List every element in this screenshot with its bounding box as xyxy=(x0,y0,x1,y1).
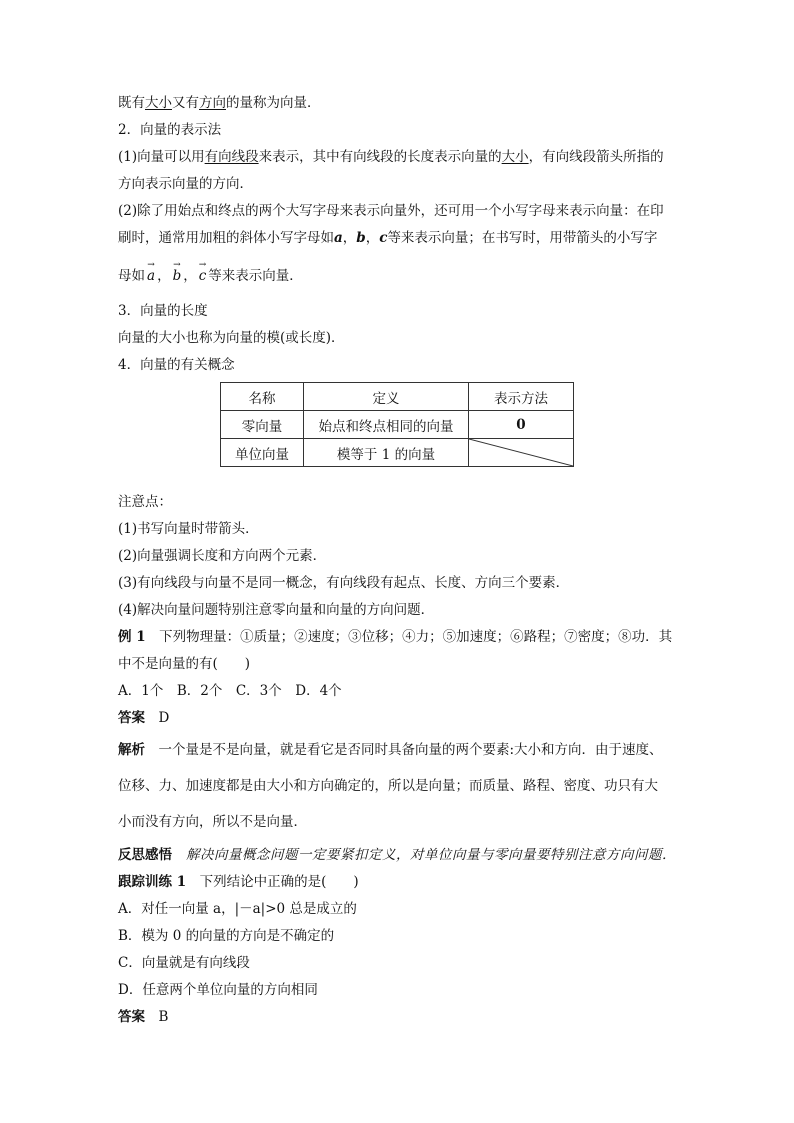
para-text: 等来表示向量；在书写时，用带箭头的小写字 xyxy=(387,230,658,246)
table-cell: 始点和终点相同的向量 xyxy=(304,411,469,439)
analysis-text: 一个量是不是向量，就是看它是否同时具备向量的两个要素:大小和方向．由于速度、 xyxy=(145,742,663,758)
example-1-question-line2: 中不是向量的有( ) xyxy=(118,656,251,672)
reflection-label: 反思感悟 xyxy=(118,847,172,863)
practice-1-question xyxy=(118,873,683,891)
analysis-label: 解析 xyxy=(118,742,145,758)
intro-text: 又有 xyxy=(172,95,199,111)
table-cell-zero-vector: 0 xyxy=(469,411,574,439)
table-row xyxy=(221,439,574,467)
reflection-text: 解决向量概念问题一定要紧扣定义，对单位向量与零向量要特别注意方向问题． xyxy=(172,847,676,863)
table-header-cell: 定义 xyxy=(304,383,469,411)
practice-option: B．模为 0 的向量的方向是不确定的 xyxy=(118,928,335,944)
note-item: (3)有向线段与向量不是同一概念，有向线段有起点、长度、方向三个要素． xyxy=(118,575,570,591)
table-cell-diagonal xyxy=(469,439,574,467)
section-3-body: 向量的大小也称为向量的模(或长度)． xyxy=(118,330,345,346)
section-3-heading: 3．向量的长度 xyxy=(118,303,208,319)
section-2-para2-line1: (2)除了用始点和终点的两个大写字母来表示向量外，还可用一个小写字母来表示向量：在印 xyxy=(118,203,664,219)
section-2-heading: 2．向量的表示法 xyxy=(118,122,222,138)
table-cell: 模等于 1 的向量 xyxy=(304,439,469,467)
para-text: 来表示，其中有向线段的长度表示向量的 xyxy=(258,149,502,165)
para-text: 母如 xyxy=(118,268,145,284)
practice-option: A．对任一向量 a，|－a|>0 总是成立的 xyxy=(118,901,357,917)
intro-underline-size: 大小 xyxy=(145,95,172,111)
table-header-row xyxy=(221,383,574,411)
example-1-options: A．1个 B．2个 C．3个 D．4个 xyxy=(118,683,342,699)
note-item: (1)书写向量时带箭头． xyxy=(118,521,259,537)
table-header-cell: 名称 xyxy=(221,383,304,411)
para-text: 等来表示向量． xyxy=(208,268,303,284)
table-row xyxy=(221,411,574,439)
section-2-para1-line2: 方向表示向量的方向． xyxy=(118,176,253,192)
answer-value: B xyxy=(158,1009,169,1025)
note-item: (2)向量强调长度和方向两个元素． xyxy=(118,548,327,564)
table-cell: 零向量 xyxy=(221,411,304,439)
question-text: 下列物理量：①质量；②速度；③位移；④力；⑤加速度；⑥路程；⑦密度；⑧功．其 xyxy=(145,629,673,645)
practice-1-answer xyxy=(118,1008,683,1026)
para-text: 刷时，通常用加粗的斜体小写字母如 xyxy=(118,230,334,246)
vector-a: → a xyxy=(145,267,157,285)
section-2-para2-line2: 刷时，通常用加粗的斜体小写字母如a，b，c等来表示向量；在书写时，用带箭头的小写字 xyxy=(118,230,658,246)
practice-option: D．任意两个单位向量的方向相同 xyxy=(118,982,318,998)
table-cell: 单位向量 xyxy=(221,439,304,467)
section-2-para2-line3: 母如→ a ，→ b ，→ c 等来表示向量． xyxy=(118,267,683,285)
section-4-heading: 4．向量的有关概念 xyxy=(118,357,235,373)
section-2-para1-line1 xyxy=(118,148,683,166)
question-text: 下列结论中正确的是( ) xyxy=(186,874,359,890)
example-label: 例 1 xyxy=(118,629,146,645)
underline-directed-segment: 有向线段 xyxy=(204,149,259,165)
intro-underline-direction: 方向 xyxy=(199,95,226,111)
table-header-cell: 表示方法 xyxy=(469,383,574,411)
example-1-question-line1 xyxy=(118,628,683,646)
example-1-analysis-line1 xyxy=(118,741,683,759)
answer-value: D xyxy=(158,710,170,726)
answer-label: 答案 xyxy=(118,1009,145,1025)
intro-line xyxy=(118,94,683,112)
example-1-analysis-line2: 位移、力、加速度都是由大小和方向确定的，所以是向量；而质量、路程、密度、功只有大 xyxy=(118,778,658,794)
concept-table xyxy=(220,382,574,467)
example-1-analysis-line3: 小而没有方向，所以不是向量． xyxy=(118,814,307,830)
example-1-answer xyxy=(118,709,683,727)
practice-label: 跟踪训练 1 xyxy=(118,874,187,890)
bold-letter-b: b xyxy=(356,230,366,246)
diagonal-line xyxy=(469,439,573,466)
bold-letter-c: c xyxy=(379,230,388,246)
note-item: (4)解决向量问题特别注意零向量和向量的方向问题． xyxy=(118,602,435,618)
vector-c: → c xyxy=(197,267,209,285)
answer-label: 答案 xyxy=(118,710,145,726)
vector-b: → b xyxy=(171,267,184,285)
bold-letter-a: a xyxy=(334,230,343,246)
para-text: ，有向线段箭头所指的 xyxy=(528,149,664,165)
para-text: (1)向量可以用 xyxy=(118,149,205,165)
practice-option: C．向量就是有向线段 xyxy=(118,955,250,971)
notes-heading: 注意点： xyxy=(118,494,172,510)
intro-text: 既有 xyxy=(118,95,145,111)
intro-text: 的量称为向量． xyxy=(226,95,321,111)
underline-size: 大小 xyxy=(501,149,529,165)
reflection xyxy=(118,846,683,864)
